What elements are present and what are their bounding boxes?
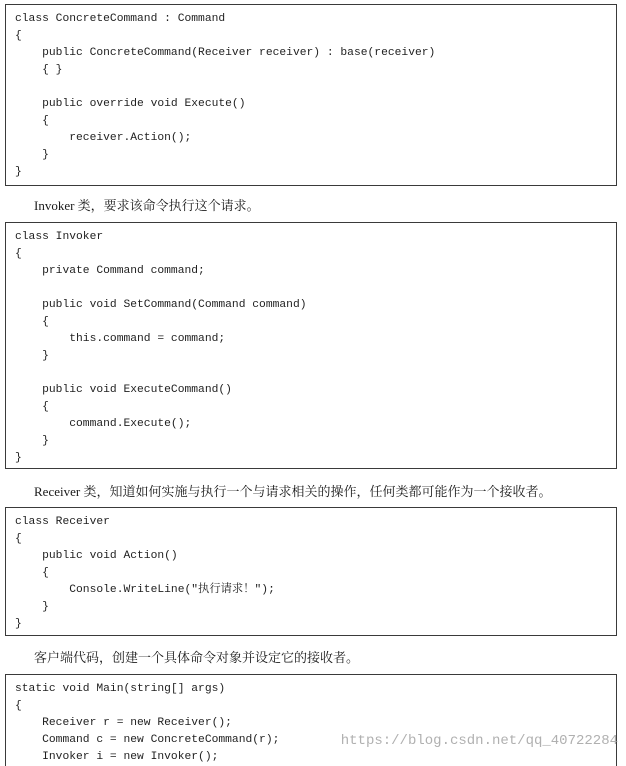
code-line: class ConcreteCommand : Command (15, 13, 226, 25)
code-line: } (15, 166, 22, 178)
receiver-code-block (5, 507, 617, 636)
code-line (15, 280, 616, 297)
code-line: public void Action() (15, 550, 178, 562)
code-line: public ConcreteCommand(Receiver receiver) : base(receiver) (15, 47, 436, 59)
code-line: } (15, 452, 22, 464)
code-line: Console.WriteLine("执行请求！"); (15, 584, 275, 596)
code-line: Invoker i = new Invoker(); (15, 751, 219, 763)
code-line: this.command = command; (15, 333, 226, 345)
code-line: } (15, 601, 49, 613)
code-line: command.Execute(); (15, 418, 192, 430)
code-line: } (15, 435, 49, 447)
code-line: public void SetCommand(Command command) (15, 299, 307, 311)
code-line: static void Main(string[] args) (15, 683, 226, 695)
code-line: { (15, 700, 22, 712)
code-line: } (15, 350, 49, 362)
code-line: Receiver r = new Receiver(); (15, 717, 232, 729)
client-description: 客户端代码，创建一个具体命令对象并设定它的接收者。 (34, 650, 360, 665)
code-line: Command c = new ConcreteCommand(r); (15, 734, 280, 746)
client-code (6, 675, 616, 766)
code-line: { (15, 401, 49, 413)
code-line: public override void Execute() (15, 98, 246, 110)
code-line: { (15, 30, 22, 42)
code-line: { } (15, 64, 63, 76)
code-line (15, 79, 616, 96)
code-line: private Command command; (15, 265, 205, 277)
code-line: { (15, 316, 49, 328)
receiver-description: Receiver 类，知道如何实施与执行一个与请求相关的操作，任何类都可能作为一个接收者。 (34, 484, 552, 499)
code-line: { (15, 115, 49, 127)
code-line: { (15, 248, 22, 260)
code-line: public void ExecuteCommand() (15, 384, 232, 396)
invoker-code-block (5, 222, 617, 469)
invoker-code (6, 223, 616, 467)
concrete-command-code-block (5, 4, 617, 186)
code-line: } (15, 618, 22, 630)
code-line: class Invoker (15, 231, 104, 243)
client-code-block (5, 674, 617, 766)
code-line: } (15, 149, 49, 161)
watermark-url: https://blog.csdn.net/qq_40722284 (340, 733, 618, 749)
code-line: { (15, 533, 22, 545)
concrete-command-code (6, 5, 616, 181)
invoker-description: Invoker 类，要求该命令执行这个请求。 (34, 198, 260, 213)
code-line (15, 365, 616, 382)
code-line: receiver.Action(); (15, 132, 192, 144)
code-line: { (15, 567, 49, 579)
receiver-code (6, 508, 616, 633)
code-line: class Receiver (15, 516, 110, 528)
